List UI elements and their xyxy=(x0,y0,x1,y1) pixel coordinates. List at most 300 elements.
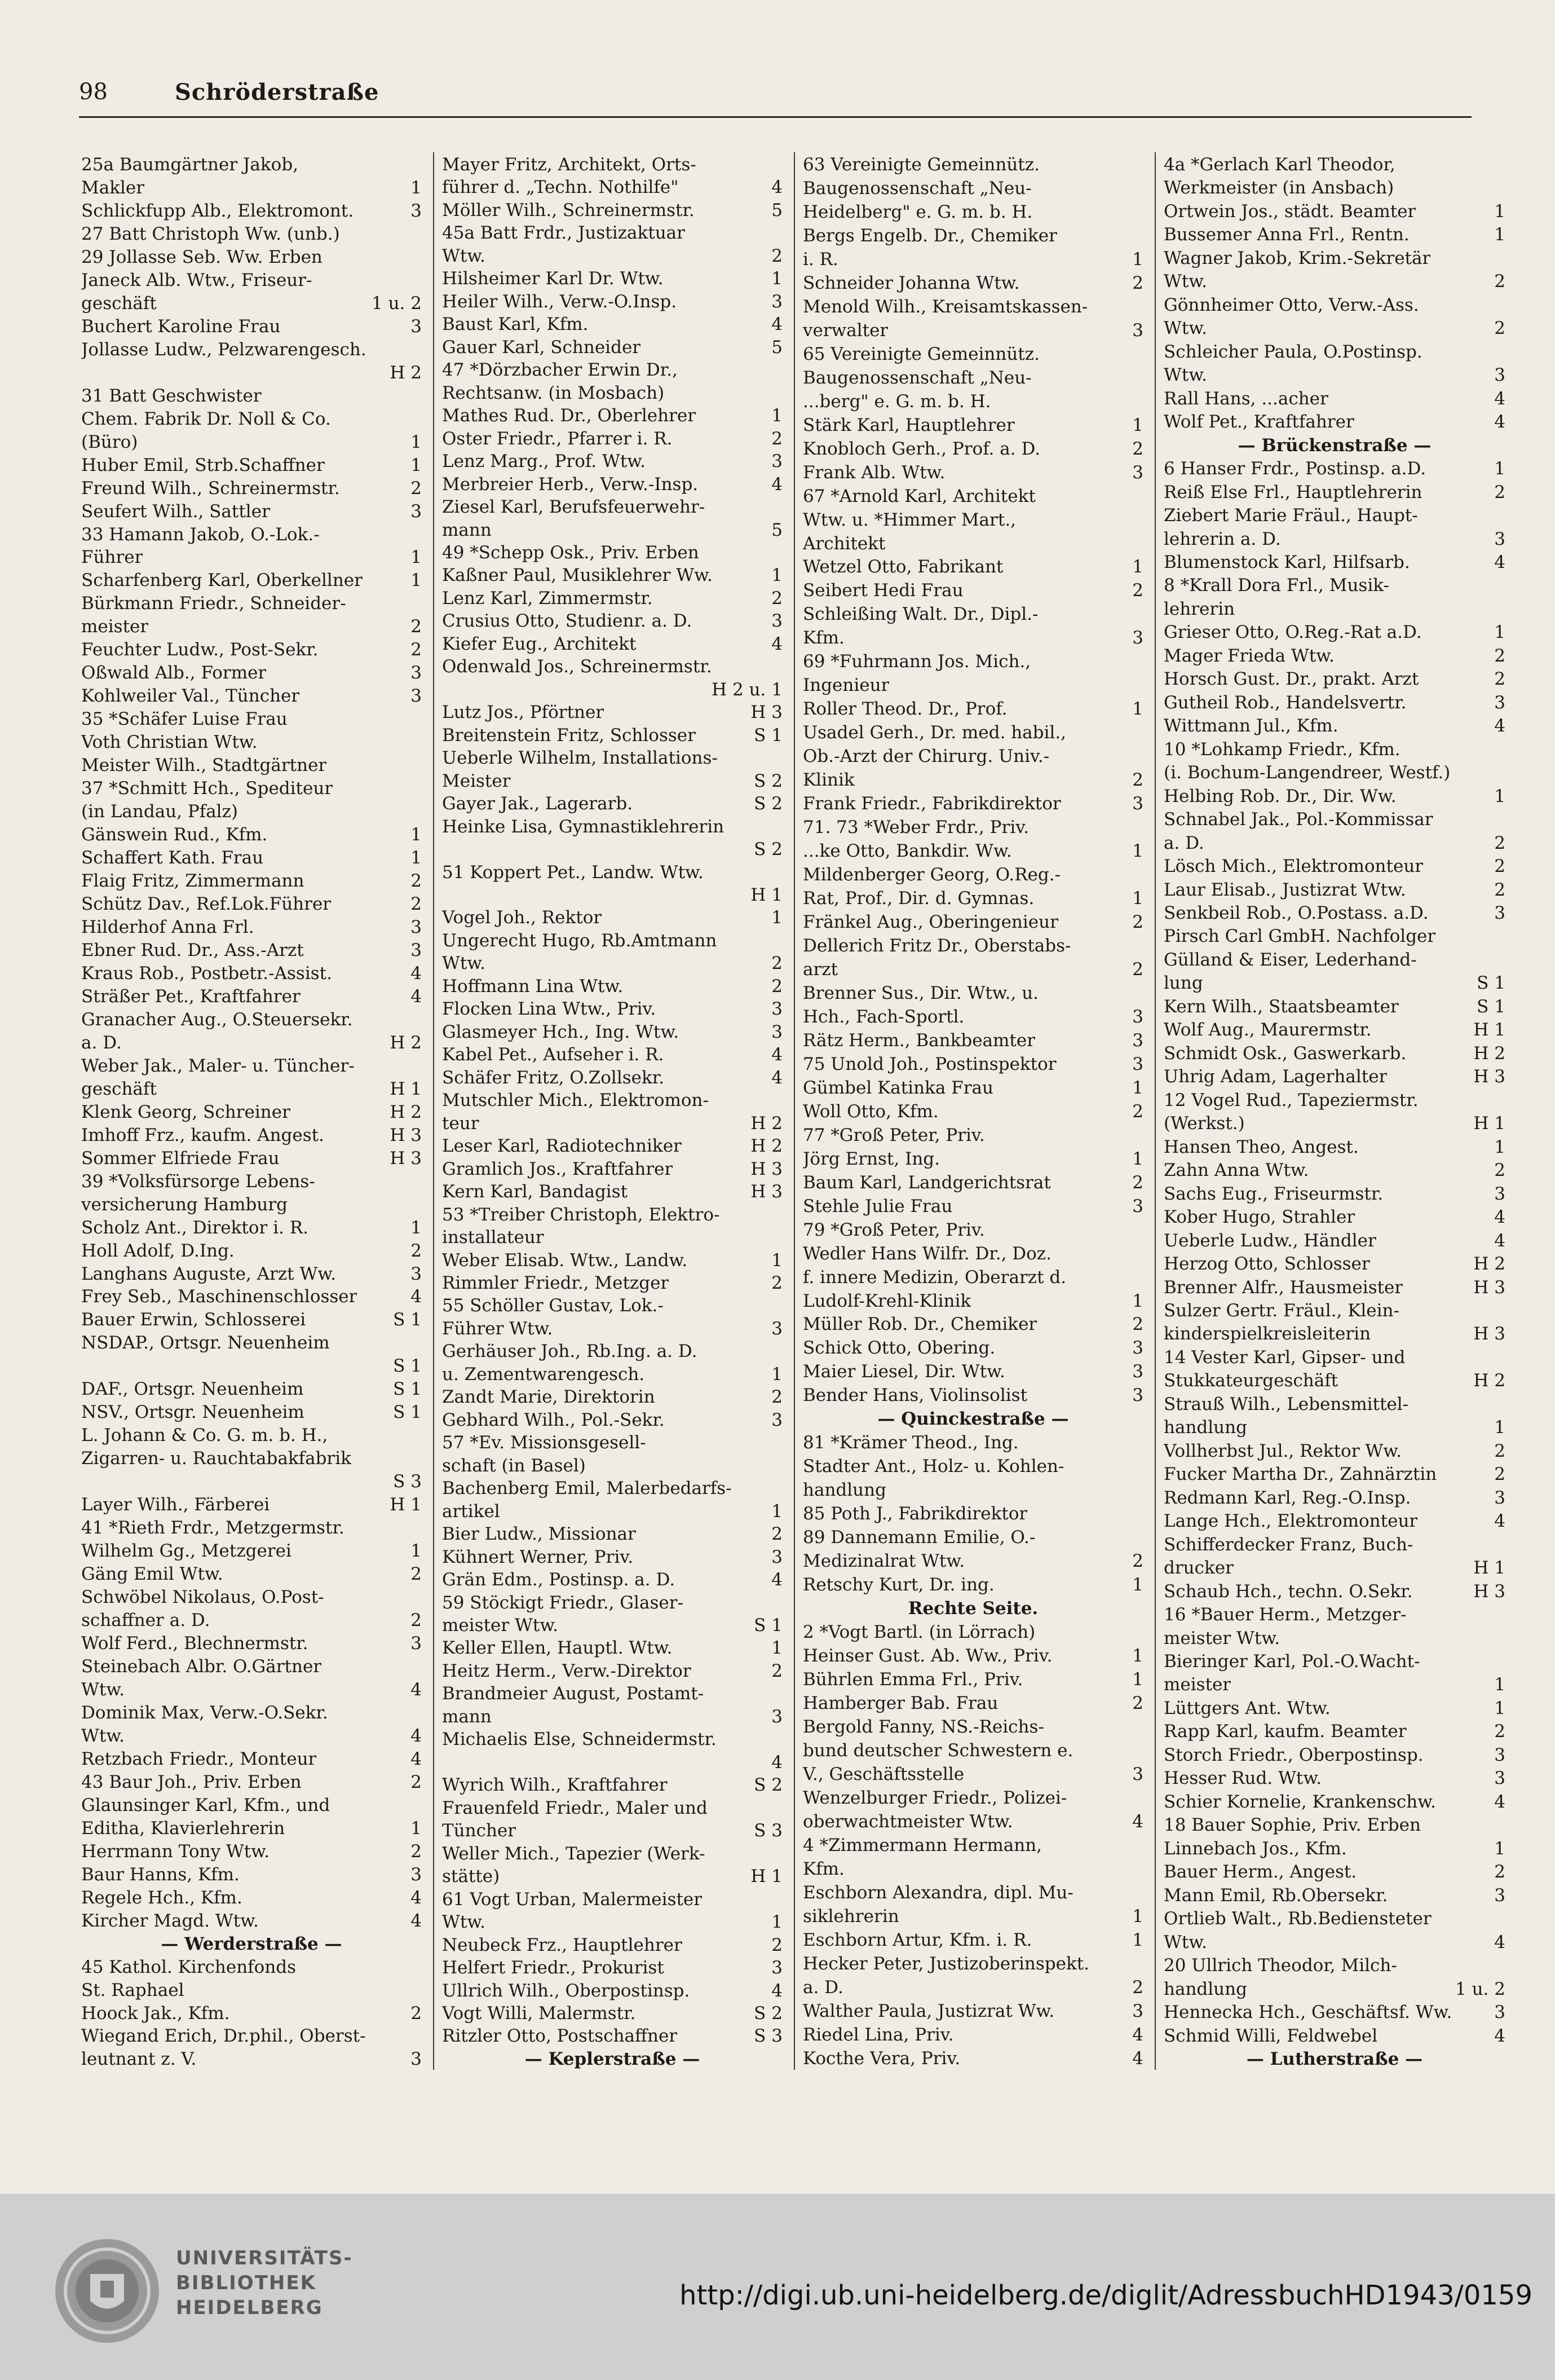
entry-text: Schmid Willi, Feldwebel xyxy=(1164,2025,1378,2046)
entry-floor xyxy=(1140,815,1143,839)
directory-entry xyxy=(803,1218,1143,1241)
entry-text: 61 Vogt Urban, Malermeister xyxy=(442,1889,703,1910)
directory-entry xyxy=(81,1539,422,1562)
entry-text: Editha, Klavierlehrerin xyxy=(81,1818,285,1839)
directory-entry xyxy=(1164,971,1505,994)
entry-floor: S 3 xyxy=(754,2026,783,2047)
entry-text: Woll Otto, Kfm. xyxy=(803,1101,939,1122)
entry-text: Werkmeister (in Ansbach) xyxy=(1164,178,1394,199)
entry-text: Führer Wtw. xyxy=(442,1318,553,1339)
entry-floor: 4 xyxy=(771,633,783,654)
library-footer xyxy=(0,2194,1555,2380)
entry-floor: 3 xyxy=(410,200,422,221)
directory-entry xyxy=(81,1585,422,1608)
entry-text: 33 Hamann Jakob, O.-Lok.- xyxy=(81,524,320,545)
directory-entry xyxy=(442,518,783,540)
entry-text: Ingenieur xyxy=(803,675,890,696)
directory-entry xyxy=(81,1030,422,1054)
directory-entry xyxy=(81,1192,422,1215)
entry-floor xyxy=(1140,1478,1143,1501)
entry-floor: 2 xyxy=(771,1387,783,1408)
directory-entry xyxy=(81,1354,422,1377)
entry-text: Wyrich Wilh., Kraftfahrer xyxy=(442,1775,668,1796)
entry-text: Helfert Friedr., Prokurist xyxy=(442,1958,664,1978)
directory-entry xyxy=(442,677,783,700)
directory-entry xyxy=(803,602,1143,625)
directory-entry xyxy=(803,1951,1143,1975)
entry-text: drucker xyxy=(1164,1558,1234,1579)
directory-entry xyxy=(81,1862,422,1885)
library-name-line: UNIVERSITÄTS- xyxy=(176,2247,353,2269)
entry-floor xyxy=(1140,649,1143,673)
entry-text: Schneider Johanna Wtw. xyxy=(803,272,1020,293)
directory-entry xyxy=(803,1359,1143,1383)
entry-floor xyxy=(418,1955,422,1978)
entry-floor: 3 xyxy=(771,1021,783,1042)
directory-entry xyxy=(442,1111,783,1134)
entry-text: Weber Jak., Maler- u. Tüncher- xyxy=(81,1055,355,1076)
entry-text: Michaelis Else, Schneidermstr. xyxy=(442,1729,717,1750)
directory-entry xyxy=(442,1453,783,1476)
entry-floor: H 3 xyxy=(1473,1066,1505,1087)
entry-text: Dominik Max, Verw.-O.Sekr. xyxy=(81,1702,328,1723)
entry-text: Rechte Seite. xyxy=(908,1598,1039,1619)
entry-floor: 2 xyxy=(410,616,422,637)
entry-floor xyxy=(418,152,422,175)
directory-entry xyxy=(803,744,1143,768)
entry-floor: 4 xyxy=(1494,1791,1505,1812)
directory-entry xyxy=(803,200,1143,223)
directory-entry xyxy=(442,609,783,631)
directory-entry xyxy=(803,862,1143,886)
directory-entry xyxy=(803,839,1143,862)
entry-text: Klinik xyxy=(803,770,855,791)
directory-entry xyxy=(81,545,422,568)
entry-text: installateur xyxy=(442,1227,544,1248)
directory-entry xyxy=(442,974,783,997)
directory-entry xyxy=(1164,1953,1505,1976)
entry-text: Schier Kornelie, Krankenschw. xyxy=(1164,1791,1436,1812)
directory-entry xyxy=(803,1525,1143,1549)
entry-floor xyxy=(1502,737,1505,760)
entry-floor: S 2 xyxy=(754,1775,783,1796)
directory-entry xyxy=(1164,1766,1505,1789)
entry-text: Layer Wilh., Färberei xyxy=(81,1495,270,1515)
directory-entry xyxy=(442,1567,783,1590)
university-seal-icon xyxy=(51,2234,164,2347)
directory-entry xyxy=(1164,456,1505,479)
entry-floor: 1 xyxy=(771,1364,783,1385)
directory-entry xyxy=(442,1545,783,1567)
directory-entry xyxy=(803,1501,1143,1525)
page-number: 98 xyxy=(79,79,108,105)
entry-floor: 1 xyxy=(1494,1674,1505,1695)
entry-floor xyxy=(779,1430,783,1453)
entry-text: Heinser Gust. Ab. Ww., Priv. xyxy=(803,1646,1053,1667)
entry-text: Wtw. xyxy=(81,1725,125,1746)
directory-entry xyxy=(81,1423,422,1446)
directory-entry xyxy=(442,700,783,722)
directory-entry xyxy=(1164,1205,1505,1228)
entry-text: Kiefer Eug., Architekt xyxy=(442,633,637,654)
directory-entry xyxy=(81,938,422,961)
entry-text: Schwöbel Nikolaus, O.Post- xyxy=(81,1587,324,1608)
directory-entry xyxy=(803,1904,1143,1928)
directory-entry xyxy=(1164,831,1505,854)
directory-entry xyxy=(442,1225,783,1248)
entry-floor: 3 xyxy=(410,940,422,960)
directory-entry xyxy=(1164,1182,1505,1205)
entry-text: meister xyxy=(81,616,149,637)
entry-text: 79 *Groß Peter, Priv. xyxy=(803,1219,985,1240)
directory-entry xyxy=(442,1864,783,1887)
directory-entry xyxy=(803,1478,1143,1501)
entry-text: Sachs Eug., Friseurmstr. xyxy=(1164,1183,1384,1204)
entry-floor xyxy=(1140,744,1143,768)
entry-text: Frauenfeld Friedr., Maler und xyxy=(442,1797,708,1818)
entry-floor: 2 xyxy=(1494,1464,1505,1485)
entry-text: Hecker Peter, Justizoberinspekt. xyxy=(803,1953,1090,1974)
entry-text: (Büro) xyxy=(81,431,138,452)
directory-entry xyxy=(803,1099,1143,1123)
entry-floor: S 1 xyxy=(393,1356,422,1377)
entry-floor: 1 xyxy=(1132,1929,1143,1950)
entry-text: Schmidt Osk., Gaswerkarb. xyxy=(1164,1043,1407,1064)
entry-text: Schäfer Fritz, O.Zollsekr. xyxy=(442,1067,665,1088)
directory-entry xyxy=(442,1179,783,1202)
entry-text: Makler xyxy=(81,177,145,198)
entry-text: mann xyxy=(442,1706,492,1727)
entry-text: Wittmann Jul., Kfm. xyxy=(1164,716,1338,737)
directory-entry xyxy=(442,152,783,175)
entry-floor: 2 xyxy=(1132,1551,1143,1572)
directory-entry xyxy=(442,1293,783,1316)
directory-entry xyxy=(1164,1836,1505,1859)
directory-entry xyxy=(1164,1813,1505,1836)
entry-floor: 3 xyxy=(771,1958,783,1978)
entry-floor: 2 xyxy=(771,1934,783,1955)
column-4 xyxy=(1156,152,1517,2070)
entry-floor: 1 xyxy=(410,455,422,475)
entry-floor xyxy=(779,1887,783,1910)
entry-floor xyxy=(1502,340,1505,363)
entry-floor: 3 xyxy=(1494,2002,1505,2023)
directory-entry xyxy=(1164,1672,1505,1695)
entry-floor: H 3 xyxy=(750,1182,783,1202)
entry-floor: 1 xyxy=(1132,557,1143,578)
directory-entry xyxy=(81,568,422,591)
entry-floor xyxy=(1140,673,1143,697)
entry-floor xyxy=(1502,1649,1505,1672)
entry-floor: 2 xyxy=(1494,832,1505,853)
directory-entry xyxy=(442,312,783,334)
directory-entry xyxy=(81,1100,422,1123)
entry-floor xyxy=(1140,1620,1143,1643)
entry-text: 65 Vereinigte Gemeinnütz. xyxy=(803,343,1040,364)
entry-text: Wenzelburger Friedr., Polizei- xyxy=(803,1787,1067,1808)
entry-floor xyxy=(1140,862,1143,886)
entry-floor: H 2 xyxy=(750,1113,783,1134)
entry-text: Wetzel Otto, Fabrikant xyxy=(803,557,1004,578)
directory-entry xyxy=(803,389,1143,413)
directory-entry xyxy=(81,1262,422,1285)
directory-entry xyxy=(1164,246,1505,269)
entry-floor: H 2 xyxy=(1473,1254,1505,1275)
entry-floor: 3 xyxy=(1494,1487,1505,1508)
entry-floor: S 1 xyxy=(393,1310,422,1330)
entry-floor: 4 xyxy=(1494,716,1505,737)
directory-entry xyxy=(442,266,783,289)
entry-floor xyxy=(418,730,422,753)
entry-floor xyxy=(418,799,422,822)
entry-text: Voth Christian Wtw. xyxy=(81,732,258,753)
entry-floor xyxy=(1140,981,1143,1004)
entry-floor: 2 xyxy=(410,2003,422,2024)
entry-floor xyxy=(1502,175,1505,199)
entry-text: Bier Ludw., Missionar xyxy=(442,1524,636,1545)
source-url-link[interactable]: http://digi.ub.uni-heidelberg.de/diglit/AdressbuchHD1943/0159 xyxy=(679,2280,1532,2311)
directory-entry xyxy=(1164,293,1505,316)
entry-text: Feuchter Ludw., Post-Sekr. xyxy=(81,640,319,660)
entry-text: Meister xyxy=(442,770,511,791)
directory-entry xyxy=(442,997,783,1019)
entry-text: Walther Paula, Justizrat Ww. xyxy=(803,2000,1055,2021)
entry-text: Eschborn Alexandra, dipl. Mu- xyxy=(803,1882,1074,1903)
entry-text: Kühnert Werner, Priv. xyxy=(442,1546,634,1567)
directory-entry xyxy=(81,407,422,430)
entry-text: a. D. xyxy=(1164,832,1204,853)
entry-floor: 2 xyxy=(410,1771,422,1792)
directory-entry xyxy=(442,1430,783,1453)
entry-floor: 4 xyxy=(1494,1230,1505,1251)
directory-entry xyxy=(442,1681,783,1704)
entry-floor xyxy=(1140,1786,1143,1809)
entry-text: Mildenberger Georg, O.Reg.- xyxy=(803,865,1061,885)
entry-text: Mayer Fritz, Architekt, Orts- xyxy=(442,155,696,175)
entry-floor: 3 xyxy=(771,1706,783,1727)
entry-text: Bürkmann Friedr., Schneider- xyxy=(81,593,346,614)
directory-entry xyxy=(81,2047,422,2070)
entry-floor: 4 xyxy=(410,963,422,984)
entry-floor: 4 xyxy=(1494,2025,1505,2046)
entry-text: Hch., Fach-Sportl. xyxy=(803,1006,965,1027)
directory-entry xyxy=(1164,2024,1505,2047)
entry-floor: 1 xyxy=(1132,1669,1143,1690)
entry-floor: 3 xyxy=(1132,1006,1143,1027)
entry-floor: H 3 xyxy=(390,1148,422,1169)
directory-entry xyxy=(1164,1135,1505,1158)
entry-floor: 4 xyxy=(1132,2048,1143,2069)
entry-text: Linnebach Jos., Kfm. xyxy=(1164,1838,1347,1859)
entry-floor: 3 xyxy=(771,999,783,1020)
directory-entry xyxy=(81,869,422,892)
entry-text: Wtw. xyxy=(1164,318,1208,339)
entry-floor xyxy=(1502,573,1505,596)
directory-entry xyxy=(1164,1275,1505,1298)
directory-entry xyxy=(1164,1392,1505,1415)
entry-text: 67 *Arnold Karl, Architekt xyxy=(803,486,1036,506)
directory-entry xyxy=(81,384,422,407)
entry-text: Ziesel Karl, Berufsfeuerwehr- xyxy=(442,497,705,518)
directory-entry xyxy=(442,1773,783,1795)
entry-text: geschäft xyxy=(81,1078,157,1099)
entry-floor: 4 xyxy=(410,1725,422,1746)
entry-text: Janeck Alb. Wtw., Friseur- xyxy=(81,270,312,290)
directory-entry xyxy=(442,381,783,403)
entry-floor: 1 xyxy=(410,1818,422,1839)
directory-entry xyxy=(442,540,783,563)
entry-floor: 1 xyxy=(1494,1698,1505,1718)
directory-entry xyxy=(803,981,1143,1004)
entry-text: Granacher Aug., O.Steuersekr. xyxy=(81,1009,353,1030)
entry-text: Glaunsinger Karl, Kfm., und xyxy=(81,1795,330,1815)
entry-floor xyxy=(779,814,783,837)
directory-entry xyxy=(1164,152,1505,175)
entry-text: NSV., Ortsgr. Neuenheim xyxy=(81,1402,304,1423)
entry-floor xyxy=(1502,1392,1505,1415)
directory-entry xyxy=(81,1562,422,1585)
entry-floor xyxy=(1140,223,1143,247)
entry-text: Holl Adolf, D.Ing. xyxy=(81,1240,235,1261)
entry-text: Stadter Ant., Holz- u. Kohlen- xyxy=(803,1456,1064,1477)
directory-entry xyxy=(803,271,1143,294)
directory-entry xyxy=(442,1042,783,1065)
directory-entry xyxy=(81,1608,422,1631)
directory-entry xyxy=(81,1909,422,1932)
entry-text: 4a *Gerlach Karl Theodor, xyxy=(1164,155,1395,175)
entry-floor: 1 xyxy=(1494,786,1505,806)
directory-entry xyxy=(442,814,783,837)
directory-entry xyxy=(442,1659,783,1681)
entry-floor xyxy=(1140,1857,1143,1880)
entry-floor: H 2 u. 1 xyxy=(712,679,783,700)
directory-entry xyxy=(442,1750,783,1773)
directory-entry xyxy=(803,1667,1143,1691)
entry-floor xyxy=(418,1169,422,1192)
directory-entry xyxy=(442,928,783,951)
entry-floor xyxy=(1140,176,1143,200)
entry-text: Bergold Fanny, NS.-Reichs- xyxy=(803,1716,1044,1737)
entry-text: 14 Vester Karl, Gipser- und xyxy=(1164,1347,1406,1368)
entry-floor: 5 xyxy=(771,337,783,358)
entry-text: Lenz Karl, Zimmermstr. xyxy=(442,588,653,609)
entry-text: NSDAP., Ortsgr. Neuenheim xyxy=(81,1333,330,1354)
entry-text: lehrerin xyxy=(1164,598,1235,619)
directory-entry xyxy=(803,649,1143,673)
entry-floor: 2 xyxy=(771,588,783,609)
entry-floor: 4 xyxy=(410,1887,422,1908)
directory-entry xyxy=(81,1839,422,1862)
entry-floor xyxy=(418,591,422,614)
directory-entry xyxy=(1164,1321,1505,1345)
entry-floor: H 2 xyxy=(390,362,422,383)
entry-text: 25a Baumgärtner Jakob, xyxy=(81,155,299,175)
directory-entry xyxy=(803,791,1143,815)
entry-text: Rätz Herm., Bankbeamter xyxy=(803,1030,1036,1051)
entry-text: Retschy Kurt, Dr. ing. xyxy=(803,1575,995,1596)
directory-entry xyxy=(803,1786,1143,1809)
directory-entry xyxy=(803,1383,1143,1407)
entry-floor: 2 xyxy=(410,640,422,660)
directory-entry xyxy=(442,244,783,266)
directory-entry xyxy=(442,769,783,791)
entry-floor xyxy=(1502,597,1505,620)
entry-floor: 2 xyxy=(1494,482,1505,503)
entry-floor xyxy=(418,522,422,545)
entry-floor: 2 xyxy=(1494,1440,1505,1461)
entry-text: 57 *Ev. Missionsgesell- xyxy=(442,1433,646,1453)
entry-floor xyxy=(779,1088,783,1110)
entry-text: Grän Edm., Postinsp. a. D. xyxy=(442,1570,675,1590)
entry-text: Breitenstein Fritz, Schlosser xyxy=(442,725,696,746)
entry-text: Jörg Ernst, Ing. xyxy=(803,1148,940,1169)
entry-text: Schütz Dav., Ref.Lok.Führer xyxy=(81,894,332,914)
directory-entry xyxy=(1164,1790,1505,1813)
entry-floor: 3 xyxy=(1132,462,1143,483)
directory-entry xyxy=(81,476,422,499)
entry-floor xyxy=(1502,1602,1505,1625)
entry-text: Tüncher xyxy=(442,1821,516,1841)
directory-entry xyxy=(1164,363,1505,386)
directory-entry xyxy=(803,933,1143,957)
entry-floor: 2 xyxy=(410,871,422,892)
entry-floor xyxy=(779,860,783,883)
entry-floor: 1 xyxy=(410,431,422,452)
entry-floor xyxy=(1502,1953,1505,1976)
entry-floor xyxy=(779,1453,783,1476)
entry-floor xyxy=(1502,1345,1505,1368)
entry-floor xyxy=(779,1841,783,1864)
entry-text: St. Raphael xyxy=(81,1980,184,2000)
entry-text: Heitz Herm., Verw.-Direktor xyxy=(442,1660,691,1681)
entry-floor: H 1 xyxy=(1473,1113,1505,1134)
entry-floor: 3 xyxy=(1132,1385,1143,1406)
entry-floor: 2 xyxy=(1132,912,1143,932)
directory-entry xyxy=(442,1316,783,1339)
entry-floor: 1 xyxy=(771,565,783,586)
street-heading xyxy=(803,1407,1143,1430)
entry-text: Imhoff Frz., kaufm. Angest. xyxy=(81,1125,324,1145)
entry-text: Baur Hanns, Kfm. xyxy=(81,1864,240,1885)
entry-floor: 2 xyxy=(410,1841,422,1862)
directory-entry xyxy=(442,1385,783,1407)
directory-entry xyxy=(803,1620,1143,1643)
entry-text: Mathes Rud. Dr., Oberlehrer xyxy=(442,406,696,426)
directory-entry xyxy=(1164,1579,1505,1602)
entry-text: Baust Karl, Kfm. xyxy=(442,314,589,335)
directory-entry xyxy=(81,1054,422,1077)
entry-floor: 3 xyxy=(410,1263,422,1284)
entry-floor xyxy=(779,1727,783,1749)
directory-entry xyxy=(442,1818,783,1841)
entry-text: Ueberle Wilhelm, Installations- xyxy=(442,748,718,769)
entry-text: lung xyxy=(1164,973,1203,994)
entry-floor xyxy=(1140,1715,1143,1738)
entry-floor: 3 xyxy=(1494,1885,1505,1906)
directory-entry xyxy=(1164,1111,1505,1134)
entry-floor: S 1 xyxy=(393,1402,422,1423)
entry-floor: 1 xyxy=(1132,841,1143,862)
directory-entry xyxy=(1164,1064,1505,1087)
entry-text: Ebner Rud. Dr., Ass.-Arzt xyxy=(81,940,304,960)
entry-text: Bührlen Emma Frl., Priv. xyxy=(803,1669,1023,1690)
directory-entry xyxy=(442,1841,783,1864)
directory-entry xyxy=(442,1887,783,1910)
entry-text: Wedler Hans Wilfr. Dr., Doz. xyxy=(803,1243,1052,1264)
directory-entry xyxy=(1164,1228,1505,1251)
entry-text: Schlickfupp Alb., Elektromont. xyxy=(81,200,354,221)
directory-entry xyxy=(442,358,783,380)
